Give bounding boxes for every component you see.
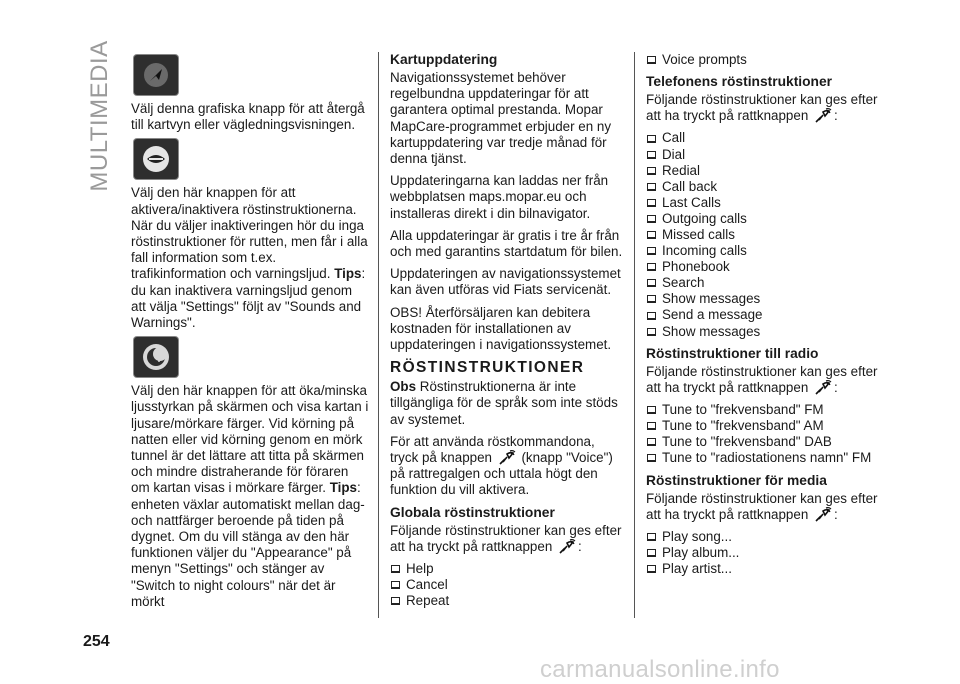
bullet-icon [647,151,656,159]
mute-lips-icon [142,145,170,173]
phone-command-list [646,131,880,340]
navigation-arrow-icon [143,62,169,88]
radio-voice-intro: Följande röstinstruktioner kan ges efter att ha tryckt på rattknappen : [646,363,878,395]
list-item: Play artist... [646,561,880,577]
global-voice-intro: Följande röstinstruktioner kan ges efter att ha tryckt på rattknappen : [390,522,622,554]
list-item: Missed calls [646,227,880,243]
watermark: carmanualsonline.info [540,656,780,683]
bullet-icon [647,56,656,64]
list-item: Incoming calls [646,243,880,259]
bullet-icon [647,328,656,336]
list-item: Redial [646,163,880,179]
section-title: MULTIMEDIA [86,40,113,192]
bullet-icon [647,295,656,303]
bullet-icon [391,581,400,589]
list-item: Repeat [390,593,624,609]
list-item: Cancel [390,577,624,593]
list-item: Search [646,275,880,291]
bullet-icon [647,565,656,573]
column-divider [378,52,379,618]
voice-button-icon [814,108,832,124]
bullet-icon [647,215,656,223]
list-item: Call [646,131,880,147]
map-update-paragraph: Navigationssystemet behöver regelbundna uppdateringar för att garantera optimal prestanda. Mopar MapCare-programmet erbjuder en ny kartuppdatering var tredje månad för denna tjänst. [390,70,612,167]
list-item: Voice prompts [646,52,880,68]
obs-note: Obs Röstinstruktionerna är inte tillgängliga för de språk som inte stöds av systemet. [390,379,618,427]
voice-instructions-heading: RÖSTINSTRUKTIONER [390,359,585,377]
bullet-icon [647,549,656,557]
radio-command-list [646,402,880,466]
map-update-heading: Kartuppdatering [390,52,498,67]
list-item: Tune to "frekvensband" DAB [646,434,880,450]
bullet-icon [647,454,656,462]
global-voice-heading: Globala röstinstruktioner [390,504,555,520]
list-item: Help [390,561,624,577]
column-1 [131,52,369,616]
bullet-icon [647,247,656,255]
list-item: Last Calls [646,195,880,211]
list-item: Phonebook [646,259,880,275]
voice-button-icon [814,380,832,396]
voice-toggle-description: Välj den här knappen för att aktivera/inaktivera röstinstruktionerna. När du väljer inaktiveringen hör du inga röstinstruktioner för rutten, men får i alla fall information som t.ex. trafikinformation och varningsljud. Tips: du kan inaktivera varningsljud genom att välja "Settings" följt av "Sounds and Warnings". [131,185,368,331]
bullet-icon [647,231,656,239]
voice-prompts-list [646,52,880,68]
radio-voice-heading: Röstinstruktioner till radio [646,345,819,361]
bullet-icon [647,533,656,541]
column-divider [634,52,635,618]
list-item: Outgoing calls [646,211,880,227]
phone-voice-intro: Följande röstinstruktioner kan ges efter att ha tryckt på rattknappen : [646,92,878,124]
night-mode-description: Välj den här knappen för att öka/minska ljusstyrkan på skärmen och visa kartan i ljusare/mörkare färger. Vid körning på natten eller vid körning genom en mörk tunnel är det lättare att titta på skärmen och mindre distraherande för föraren om kartan visas i mörkare färger. Tips: enheten växlar automatiskt mellan dag- och nattfärger beroende på tiden på dygnet. Om du vill stänga av den här funktionen väljer du "Appearance" på menyn "Settings" och stänger av "Switch to night colours" när det är mörkt [131,383,369,609]
map-update-paragraph: Uppdateringen av navigationssystemet kan även utföras vid Fiats servicenät. [390,266,621,298]
list-item: Call back [646,179,880,195]
bullet-icon [647,167,656,175]
bullet-icon [647,438,656,446]
list-item: Show messages [646,291,880,307]
column-2 [390,52,624,615]
media-voice-intro: Följande röstinstruktioner kan ges efter att ha tryckt på rattknappen : [646,490,878,522]
back-to-map-button-illustration [134,55,178,95]
bullet-icon [647,406,656,414]
phone-voice-heading: Telefonens röstinstruktioner [646,74,833,90]
bullet-icon [647,135,656,143]
voice-button-icon [498,450,516,466]
list-item: Play song... [646,529,880,545]
back-button-description: Välj denna grafiska knapp för att återgå till kartvyn eller vägledningsvisningen. [131,101,365,133]
list-item: Play album... [646,545,880,561]
voice-toggle-button-illustration [134,139,178,179]
list-item: Show messages [646,324,880,340]
media-command-list [646,529,880,577]
bullet-icon [391,597,400,605]
voice-button-icon [558,539,576,555]
list-item: Tune to "radiostationens namn" FM [646,450,880,466]
page-number: 254 [83,633,110,650]
map-update-paragraph: OBS! Återförsäljaren kan debitera kostnaden för installationen av uppdateringen i navigationssystemet. [390,304,612,353]
list-item: Tune to "frekvensband" AM [646,418,880,434]
bullet-icon [647,279,656,287]
list-item: Send a message [646,308,880,324]
list-item: Dial [646,147,880,163]
bullet-icon [391,565,400,573]
voice-button-icon [814,507,832,523]
moon-icon [142,343,170,371]
media-voice-heading: Röstinstruktioner för media [646,472,827,488]
bullet-icon [647,422,656,430]
bullet-icon [647,312,656,320]
bullet-icon [647,183,656,191]
list-item: Tune to "frekvensband" FM [646,402,880,418]
map-update-paragraph: Alla uppdateringar är gratis i tre år från och med garantins startdatum för bilen. [390,227,623,260]
bullet-icon [647,263,656,271]
map-update-paragraph: Uppdateringarna kan laddas ner från webbplatsen maps.mopar.eu och installeras direkt i din bilnavigator. [390,173,609,221]
bullet-icon [647,199,656,207]
voice-usage-paragraph: För att använda röstkommandona, tryck på knappen (knapp "Voice") på rattregalgen och uttala högt den funktion du vill aktivera. [390,433,613,498]
global-command-list [390,561,624,609]
night-mode-button-illustration [134,337,178,377]
column-3 [646,52,880,583]
